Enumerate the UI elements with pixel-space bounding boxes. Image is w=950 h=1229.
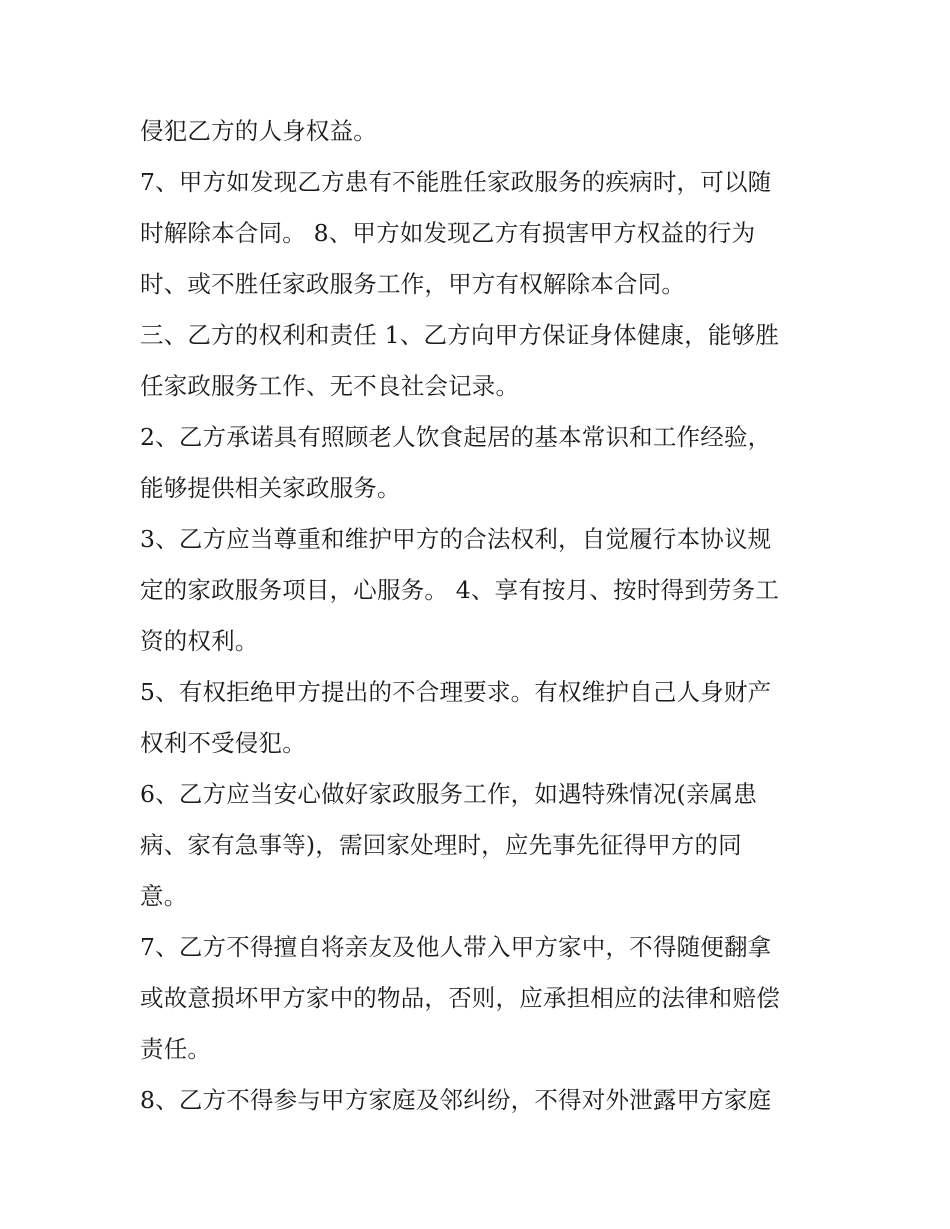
text-line: 时解除本合同。 8、甲方如发现乙方有损害甲方权益的行为 bbox=[140, 219, 756, 247]
text-line: 意。 bbox=[140, 882, 188, 910]
text-line: 8、乙方不得参与甲方家庭及邻纠纷，不得对外泄露甲方家庭 bbox=[140, 1086, 772, 1114]
text-line: 7、甲方如发现乙方患有不能胜任家政服务的疾病时，可以随 bbox=[140, 168, 772, 196]
text-line: 责任。 bbox=[140, 1035, 212, 1063]
text-line: 能够提供相关家政服务。 bbox=[140, 474, 401, 502]
text-line: 2、乙方承诺具有照顾老人饮食起居的基本常识和工作经验， bbox=[140, 423, 772, 451]
text-line: 任家政服务工作、无不良社会记录。 bbox=[140, 372, 520, 400]
text-line: 7、乙方不得擅自将亲友及他人带入甲方家中，不得随便翻拿 bbox=[140, 933, 772, 961]
text-line: 5、有权拒绝甲方提出的不合理要求。有权维护自己人身财产 bbox=[140, 678, 772, 706]
text-line: 权利不受侵犯。 bbox=[140, 729, 306, 757]
text-line: 3、乙方应当尊重和维护甲方的合法权利，自觉履行本协议规 bbox=[140, 525, 772, 553]
text-line: 资的权利。 bbox=[140, 627, 259, 655]
text-line: 或故意损坏甲方家中的物品，否则，应承担相应的法律和赔偿 bbox=[140, 984, 780, 1012]
text-line: 定的家政服务项目，心服务。 4、享有按月、按时得到劳务工 bbox=[140, 576, 780, 604]
contract-text-body bbox=[140, 106, 830, 1126]
text-line: 侵犯乙方的人身权益。 bbox=[140, 117, 377, 145]
text-line: 病、家有急事等)，需回家处理时，应先事先征得甲方的同 bbox=[140, 831, 742, 859]
text-line: 三、乙方的权利和责任 1、乙方向甲方保证身体健康，能够胜 bbox=[140, 321, 780, 349]
text-line: 6、乙方应当安心做好家政服务工作，如遇特殊情况(亲属患 bbox=[140, 780, 758, 808]
text-line: 时、或不胜任家政服务工作，甲方有权解除本合同。 bbox=[140, 270, 686, 298]
